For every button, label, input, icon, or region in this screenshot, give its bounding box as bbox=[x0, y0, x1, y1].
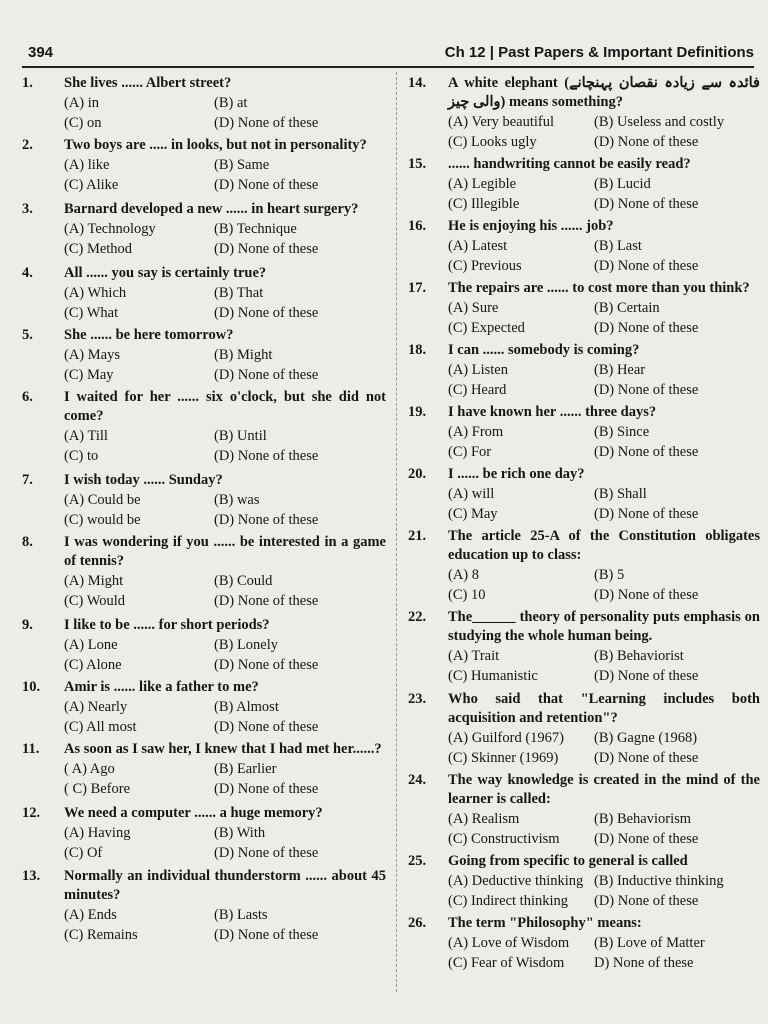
question-text: Going from specific to general is called bbox=[448, 853, 688, 869]
question-number: 23. bbox=[408, 691, 427, 707]
question-item bbox=[18, 867, 386, 945]
answer-option: (A) Love of Wisdom bbox=[448, 935, 570, 951]
answer-option: (C) to bbox=[64, 448, 99, 464]
answer-options bbox=[64, 345, 386, 385]
question-text: Who said that "Learning includes both acquisition and retention"? bbox=[448, 691, 760, 726]
answer-option: (B) Until bbox=[214, 428, 267, 444]
answer-option: D) None of these bbox=[594, 955, 694, 971]
answer-option: (A) Lone bbox=[64, 637, 118, 653]
answer-option: (C) Method bbox=[64, 241, 133, 257]
answer-option: (A) Nearly bbox=[64, 699, 128, 715]
question-item bbox=[18, 264, 386, 323]
question-item bbox=[404, 914, 760, 973]
question-number: 7. bbox=[22, 472, 33, 488]
answer-option: (D) None of these bbox=[214, 593, 319, 609]
question-item bbox=[18, 804, 386, 863]
answer-option: (D) None of these bbox=[214, 241, 319, 257]
question-item bbox=[18, 533, 386, 611]
question-text: The repairs are ...... to cost more than you think? bbox=[448, 280, 750, 296]
question-item bbox=[404, 771, 760, 849]
answer-options bbox=[64, 905, 386, 945]
answer-option: (B) Since bbox=[594, 424, 650, 440]
question-text: We need a computer ...... a huge memory? bbox=[64, 805, 323, 821]
answer-option: ( C) Before bbox=[64, 781, 131, 797]
answer-option: (C) May bbox=[64, 367, 114, 383]
answer-option: (C) May bbox=[448, 506, 498, 522]
answer-option: (B) Behaviorist bbox=[594, 648, 684, 664]
answer-option: (C) Would bbox=[64, 593, 125, 609]
page-header bbox=[22, 40, 754, 68]
answer-options bbox=[448, 360, 760, 400]
question-number: 18. bbox=[408, 342, 427, 358]
question-item bbox=[404, 74, 760, 152]
question-number: 16. bbox=[408, 218, 427, 234]
question-item bbox=[404, 527, 760, 605]
answer-option: (D) None of these bbox=[214, 367, 319, 383]
question-text: I ...... be rich one day? bbox=[448, 466, 585, 482]
question-text: The article 25-A of the Constitution obligates education up to class: bbox=[448, 528, 760, 563]
answer-option: (A) Legible bbox=[448, 176, 517, 192]
question-item bbox=[18, 326, 386, 385]
answer-options bbox=[64, 283, 386, 323]
question-number: 20. bbox=[408, 466, 427, 482]
answer-option: (B) Lasts bbox=[214, 907, 268, 923]
answer-options bbox=[448, 484, 760, 524]
question-item bbox=[404, 155, 760, 214]
question-text: ...... handwriting cannot be easily read? bbox=[448, 156, 691, 172]
answer-option: (A) Might bbox=[64, 573, 124, 589]
answer-option: (C) Looks ugly bbox=[448, 134, 537, 150]
question-item bbox=[18, 74, 386, 133]
question-number: 8. bbox=[22, 534, 33, 550]
question-item bbox=[404, 279, 760, 338]
question-item bbox=[404, 608, 760, 686]
answer-option: (A) Deductive thinking bbox=[448, 873, 584, 889]
question-number: 1. bbox=[22, 75, 33, 91]
answer-option: (C) For bbox=[448, 444, 492, 460]
question-number: 26. bbox=[408, 915, 427, 931]
answer-option: (C) All most bbox=[64, 719, 137, 735]
question-item bbox=[404, 852, 760, 911]
answer-option: (B) at bbox=[214, 95, 248, 111]
question-number: 11. bbox=[22, 741, 40, 757]
question-text: He is enjoying his ...... job? bbox=[448, 218, 614, 234]
answer-option: (A) 8 bbox=[448, 567, 480, 583]
question-number: 4. bbox=[22, 265, 33, 281]
answer-options bbox=[64, 571, 386, 611]
question-number: 12. bbox=[22, 805, 41, 821]
answer-options bbox=[64, 93, 386, 133]
answer-option: (A) Till bbox=[64, 428, 108, 444]
answer-option: (B) was bbox=[214, 492, 260, 508]
answer-options bbox=[64, 823, 386, 863]
answer-option: (B) Lucid bbox=[594, 176, 651, 192]
answer-option: (C) Previous bbox=[448, 258, 522, 274]
answer-option: (D) None of these bbox=[214, 927, 319, 943]
answer-option: (D) None of these bbox=[214, 305, 319, 321]
answer-option: (B) Inductive thinking bbox=[594, 873, 724, 889]
question-text: She ...... be here tomorrow? bbox=[64, 327, 234, 343]
answer-option: (D) None of these bbox=[214, 115, 319, 131]
answer-option: (B) Last bbox=[594, 238, 642, 254]
question-text: I wish today ...... Sunday? bbox=[64, 472, 223, 488]
question-text: I can ...... somebody is coming? bbox=[448, 342, 640, 358]
answer-option: (C) Alone bbox=[64, 657, 122, 673]
answer-option: (D) None of these bbox=[214, 781, 319, 797]
answer-option: (D) None of these bbox=[594, 506, 699, 522]
question-number: 2. bbox=[22, 137, 33, 153]
answer-option: (D) None of these bbox=[594, 320, 699, 336]
question-text: All ...... you say is certainly true? bbox=[64, 265, 267, 281]
question-text: The______ theory of personality puts emphasis on studying the whole human being. bbox=[448, 609, 760, 644]
answer-options bbox=[64, 426, 386, 466]
answer-option: (B) 5 bbox=[594, 567, 625, 583]
answer-option: (A) Guilford (1967) bbox=[448, 730, 564, 746]
answer-option: (A) will bbox=[448, 486, 495, 502]
answer-option: (A) Having bbox=[64, 825, 131, 841]
question-number: 9. bbox=[22, 617, 33, 633]
answer-option: (C) Illegible bbox=[448, 196, 520, 212]
answer-option: (C) What bbox=[64, 305, 119, 321]
question-text: A white elephant (فائدہ سے زیادہ نقصان پہنچانے والی چیز) means something? bbox=[448, 75, 760, 110]
question-text: Two boys are ..... in looks, but not in personality? bbox=[64, 137, 367, 153]
answer-option: (D) None of these bbox=[594, 587, 699, 603]
answer-options bbox=[448, 933, 760, 973]
answer-options bbox=[448, 871, 760, 911]
answer-option: (D) None of these bbox=[594, 831, 699, 847]
question-number: 13. bbox=[22, 868, 41, 884]
answer-option: (D) None of these bbox=[594, 134, 699, 150]
answer-option: (B) Useless and costly bbox=[594, 114, 725, 130]
question-number: 14. bbox=[408, 75, 427, 91]
answer-option: (B) Love of Matter bbox=[594, 935, 705, 951]
question-number: 25. bbox=[408, 853, 427, 869]
answer-option: (B) Earlier bbox=[214, 761, 277, 777]
answer-option: (C) Skinner (1969) bbox=[448, 750, 559, 766]
answer-option: (D) None of these bbox=[594, 668, 699, 684]
answer-option: (B) Lonely bbox=[214, 637, 279, 653]
answer-option: (A) Trait bbox=[448, 648, 500, 664]
answer-option: (A) Could be bbox=[64, 492, 141, 508]
answer-option: (C) Indirect thinking bbox=[448, 893, 569, 909]
question-item bbox=[18, 136, 386, 195]
question-number: 21. bbox=[408, 528, 427, 544]
question-item bbox=[404, 690, 760, 768]
question-item bbox=[404, 465, 760, 524]
answer-options bbox=[448, 236, 760, 276]
answer-option: (B) Certain bbox=[594, 300, 660, 316]
answer-option: (D) None of these bbox=[214, 719, 319, 735]
question-text: The way knowledge is created in the mind of the learner is called: bbox=[448, 772, 760, 807]
answer-option: (B) Hear bbox=[594, 362, 646, 378]
question-text: The term "Philosophy" means: bbox=[448, 915, 642, 931]
answer-options bbox=[448, 174, 760, 214]
question-text: I waited for her ...... six o'clock, but she did not come? bbox=[64, 389, 386, 424]
question-item bbox=[404, 217, 760, 276]
answer-option: (D) None of these bbox=[214, 512, 319, 528]
question-item bbox=[18, 200, 386, 259]
answer-option: (A) Mays bbox=[64, 347, 120, 363]
answer-option: (A) Listen bbox=[448, 362, 508, 378]
question-text: Barnard developed a new ...... in heart surgery? bbox=[64, 201, 359, 217]
answer-option: (B) Gagne (1968) bbox=[594, 730, 698, 746]
answer-option: (C) Humanistic bbox=[448, 668, 538, 684]
answer-option: (B) Almost bbox=[214, 699, 279, 715]
answer-option: (B) Behaviorism bbox=[594, 811, 692, 827]
answer-option: (B) Shall bbox=[594, 486, 647, 502]
answer-option: (B) Might bbox=[214, 347, 273, 363]
answer-options bbox=[448, 728, 760, 768]
answer-options bbox=[448, 112, 760, 152]
answer-option: (C) Constructivism bbox=[448, 831, 560, 847]
question-text: I was wondering if you ...... be interested in a game of tennis? bbox=[64, 534, 386, 569]
question-number: 17. bbox=[408, 280, 427, 296]
answer-options bbox=[448, 298, 760, 338]
answer-option: (B) With bbox=[214, 825, 266, 841]
column-divider bbox=[396, 72, 397, 992]
question-text: She lives ...... Albert street? bbox=[64, 75, 232, 91]
answer-options bbox=[448, 809, 760, 849]
left-question-column bbox=[18, 74, 386, 945]
question-number: 19. bbox=[408, 404, 427, 420]
answer-option: (C) would be bbox=[64, 512, 141, 528]
answer-option: (B) Same bbox=[214, 157, 270, 173]
answer-options bbox=[64, 759, 386, 799]
page-number: 394 bbox=[28, 44, 54, 61]
answer-options bbox=[64, 155, 386, 195]
question-number: 5. bbox=[22, 327, 33, 343]
answer-option: (C) Alike bbox=[64, 177, 119, 193]
question-text: I like to be ...... for short periods? bbox=[64, 617, 270, 633]
answer-options bbox=[64, 697, 386, 737]
answer-option: (D) None of these bbox=[594, 382, 699, 398]
question-item bbox=[404, 403, 760, 462]
answer-option: (B) Technique bbox=[214, 221, 297, 237]
question-item bbox=[18, 740, 386, 799]
right-question-column bbox=[404, 74, 760, 973]
answer-option: (A) Latest bbox=[448, 238, 508, 254]
question-item bbox=[18, 471, 386, 530]
answer-options bbox=[448, 422, 760, 462]
answer-option: (D) None of these bbox=[594, 893, 699, 909]
answer-options bbox=[448, 646, 760, 686]
question-number: 10. bbox=[22, 679, 41, 695]
answer-option: (A) Realism bbox=[448, 811, 520, 827]
question-item bbox=[18, 616, 386, 675]
answer-option: (B) That bbox=[214, 285, 264, 301]
answer-option: (C) Fear of Wisdom bbox=[448, 955, 565, 971]
answer-option: (C) Remains bbox=[64, 927, 138, 943]
question-number: 22. bbox=[408, 609, 427, 625]
answer-option: (A) in bbox=[64, 95, 100, 111]
question-number: 24. bbox=[408, 772, 427, 788]
answer-option: (D) None of these bbox=[214, 657, 319, 673]
answer-option: (A) Which bbox=[64, 285, 127, 301]
chapter-title: Ch 12 | Past Papers & Important Definitions bbox=[444, 44, 754, 61]
answer-option: (D) None of these bbox=[594, 196, 699, 212]
answer-option: (D) None of these bbox=[214, 845, 319, 861]
answer-option: (B) Could bbox=[214, 573, 273, 589]
question-number: 3. bbox=[22, 201, 33, 217]
question-number: 15. bbox=[408, 156, 427, 172]
answer-option: (D) None of these bbox=[594, 258, 699, 274]
question-item bbox=[18, 388, 386, 466]
answer-option: (C) Expected bbox=[448, 320, 525, 336]
answer-option: (C) on bbox=[64, 115, 102, 131]
answer-option: (A) Very beautiful bbox=[448, 114, 555, 130]
answer-option: ( A) Ago bbox=[64, 761, 115, 777]
answer-option: (A) From bbox=[448, 424, 504, 440]
question-text: As soon as I saw her, I knew that I had met her......? bbox=[64, 741, 382, 757]
answer-option: (A) Technology bbox=[64, 221, 156, 237]
answer-option: (C) Of bbox=[64, 845, 103, 861]
answer-option: (D) None of these bbox=[214, 448, 319, 464]
question-text: Amir is ...... like a father to me? bbox=[64, 679, 259, 695]
answer-options bbox=[448, 565, 760, 605]
answer-option: (A) Sure bbox=[448, 300, 499, 316]
answer-option: (C) Heard bbox=[448, 382, 507, 398]
answer-options bbox=[64, 635, 386, 675]
answer-option: (A) Ends bbox=[64, 907, 117, 923]
answer-option: (D) None of these bbox=[594, 444, 699, 460]
question-number: 6. bbox=[22, 389, 33, 405]
question-item bbox=[404, 341, 760, 400]
answer-option: (D) None of these bbox=[214, 177, 319, 193]
answer-options bbox=[64, 490, 386, 530]
question-text: Normally an individual thunderstorm ...... about 45 minutes? bbox=[64, 868, 386, 903]
answer-option: (D) None of these bbox=[594, 750, 699, 766]
answer-option: (A) like bbox=[64, 157, 110, 173]
answer-options bbox=[64, 219, 386, 259]
answer-option: (C) 10 bbox=[448, 587, 486, 603]
question-item bbox=[18, 678, 386, 737]
question-text: I have known her ...... three days? bbox=[448, 404, 657, 420]
